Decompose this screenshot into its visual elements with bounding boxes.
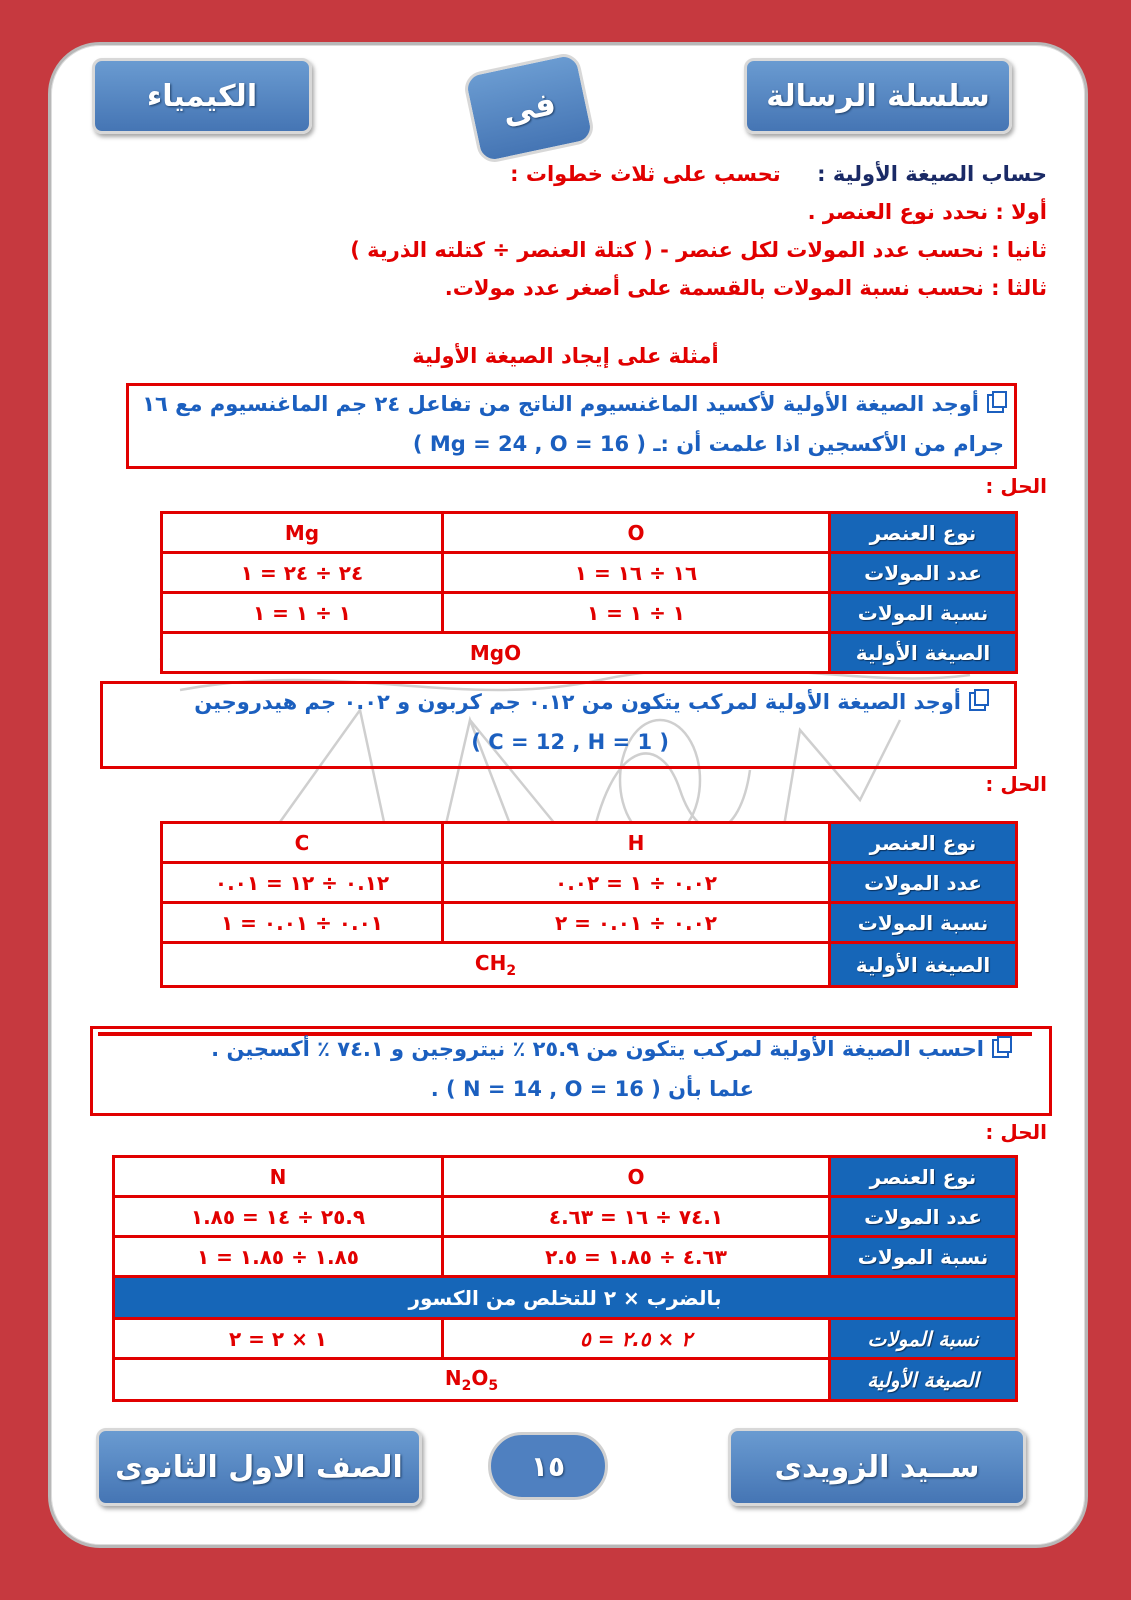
problem-3-text-1: احسب الصيغة الأولية لمركب يتكون من ٢٥.٩ ٪ نيتروجين و ٧٤.١ ٪ أكسجين . xyxy=(211,1037,984,1061)
cell: N xyxy=(114,1157,443,1197)
cell: ٢ × ٢.٥ = ٥ xyxy=(443,1319,830,1359)
solution-label-3: الحل : xyxy=(985,1120,1047,1144)
cell: ٠.٠١ ÷ ٠.٠١ = ١ xyxy=(162,903,443,943)
cell: ٤.٦٣ ÷ ١.٨٥ = ٢.٥ xyxy=(443,1237,830,1277)
cell: ٠.٠٢ ÷ ١ = ٠.٠٢ xyxy=(443,863,830,903)
cell: H xyxy=(443,823,830,863)
problem-1-line-1 xyxy=(142,392,1004,416)
formula-base: CH xyxy=(474,950,507,975)
formula-o: O xyxy=(471,1365,489,1390)
header-moles: عدد المولات xyxy=(830,863,1017,903)
solution-label-1: الحل : xyxy=(985,474,1047,498)
problem-1-line-2: جرام من الأكسجين اذا علمت أن :ـ ( Mg = 24 , O = 16 ) xyxy=(412,432,1004,456)
grade-label: الصف الاول الثانوى xyxy=(115,1449,403,1485)
subject-title-box xyxy=(92,58,312,134)
solution-table-3 xyxy=(112,1155,1018,1402)
problem-1-box xyxy=(126,383,1017,469)
intro-heading-a: حساب الصيغة الأولية : xyxy=(817,162,1047,186)
problem-2-line-2: ( C = 12 , H = 1 ) xyxy=(471,730,669,754)
header-mole-ratio: نسبة المولات xyxy=(830,593,1017,633)
cell: ١٦ ÷ ١٦ = ١ xyxy=(443,553,830,593)
empirical-formula: MgO xyxy=(162,633,830,673)
subject-title: الكيمياء xyxy=(146,78,258,114)
grade-box xyxy=(96,1428,422,1506)
cell: ٢٥.٩ ÷ ١٤ = ١.٨٥ xyxy=(114,1197,443,1237)
cell: ٠.١٢ ÷ ١٢ = ٠.٠١ xyxy=(162,863,443,903)
empirical-formula xyxy=(114,1359,830,1401)
author-box xyxy=(728,1428,1026,1506)
author-name: ســيد الزويدى xyxy=(774,1449,980,1485)
header-element-type: نوع العنصر xyxy=(830,823,1017,863)
series-title-box xyxy=(744,58,1012,134)
header-empirical-formula: الصيغة الأولية xyxy=(830,633,1017,673)
cell: ١ ÷ ١ = ١ xyxy=(162,593,443,633)
header-moles: عدد المولات xyxy=(830,1197,1017,1237)
document-icon xyxy=(969,692,986,711)
page-number-pill xyxy=(488,1432,608,1500)
problem-2-line-1 xyxy=(194,690,986,714)
cell: ١ ÷ ١ = ١ xyxy=(443,593,830,633)
cell: ٧٤.١ ÷ ١٦ = ٤.٦٣ xyxy=(443,1197,830,1237)
solution-table-2 xyxy=(160,821,1018,988)
problem-1-text-1: أوجد الصيغة الأولية لأكسيد الماغنسيوم الناتج من تفاعل ٢٤ جم الماغنسيوم مع ١٦ xyxy=(142,392,979,416)
cell: C xyxy=(162,823,443,863)
header-element-type: نوع العنصر xyxy=(830,513,1017,553)
page-number: ١٥ xyxy=(530,1449,566,1483)
step-1: أولا : نحدد نوع العنصر . xyxy=(807,200,1047,224)
header-mole-ratio: نسبة المولات xyxy=(830,903,1017,943)
cell: O xyxy=(443,1157,830,1197)
problem-3-box xyxy=(90,1026,1052,1116)
empirical-formula xyxy=(162,943,830,987)
step-3: ثالثا : نحسب نسبة المولات بالقسمة على أصغر عدد مولات. xyxy=(444,276,1047,300)
problem-2-box xyxy=(100,681,1017,769)
header-moles: عدد المولات xyxy=(830,553,1017,593)
document-icon xyxy=(987,394,1004,413)
cell: O xyxy=(443,513,830,553)
formula-subscript: 2 xyxy=(506,962,517,979)
header-mole-ratio-2: نسبة المولات xyxy=(830,1319,1017,1359)
cell: ٠.٠٢ ÷ ٠.٠١ = ٢ xyxy=(443,903,830,943)
examples-title: أمثلة على إيجاد الصيغة الأولية xyxy=(412,344,719,368)
cell: ١.٨٥ ÷ ١.٨٥ = ١ xyxy=(114,1237,443,1277)
header-mole-ratio: نسبة المولات xyxy=(830,1237,1017,1277)
header-empirical-formula: الصيغة الأولية xyxy=(830,943,1017,987)
solution-label-2: الحل : xyxy=(985,772,1047,796)
header-element-type: نوع العنصر xyxy=(830,1157,1017,1197)
problem-3-line-1 xyxy=(211,1037,1009,1061)
cell: ١ × ٢ = ٢ xyxy=(114,1319,443,1359)
formula-n: N xyxy=(444,1365,462,1390)
formula-n-subscript: 2 xyxy=(461,1377,472,1394)
document-icon xyxy=(992,1039,1009,1058)
multiply-band: بالضرب × ٢ للتخلص من الكسور xyxy=(114,1277,1017,1319)
problem-2-text-1: أوجد الصيغة الأولية لمركب يتكون من ٠.١٢ جم كربون و ٠.٠٢ جم هيدروجين xyxy=(194,690,961,714)
intro-heading xyxy=(510,162,1047,186)
intro-heading-b: تحسب على ثلاث خطوات : xyxy=(510,162,781,186)
problem-3-line-2: علما بأن ( N = 14 , O = 16 ) . xyxy=(430,1077,754,1101)
cell: Mg xyxy=(162,513,443,553)
formula-o-subscript: 5 xyxy=(488,1377,499,1394)
series-title: سلسلة الرسالة xyxy=(766,78,990,114)
cell: ٢٤ ÷ ٢٤ = ١ xyxy=(162,553,443,593)
header-empirical-formula: الصيغة الأولية xyxy=(830,1359,1017,1401)
solution-table-1 xyxy=(160,511,1018,674)
in-label: فى xyxy=(498,83,560,133)
step-2: ثانيا : نحسب عدد المولات لكل عنصر - ( كتلة العنصر ÷ كتلته الذرية ) xyxy=(350,238,1047,262)
